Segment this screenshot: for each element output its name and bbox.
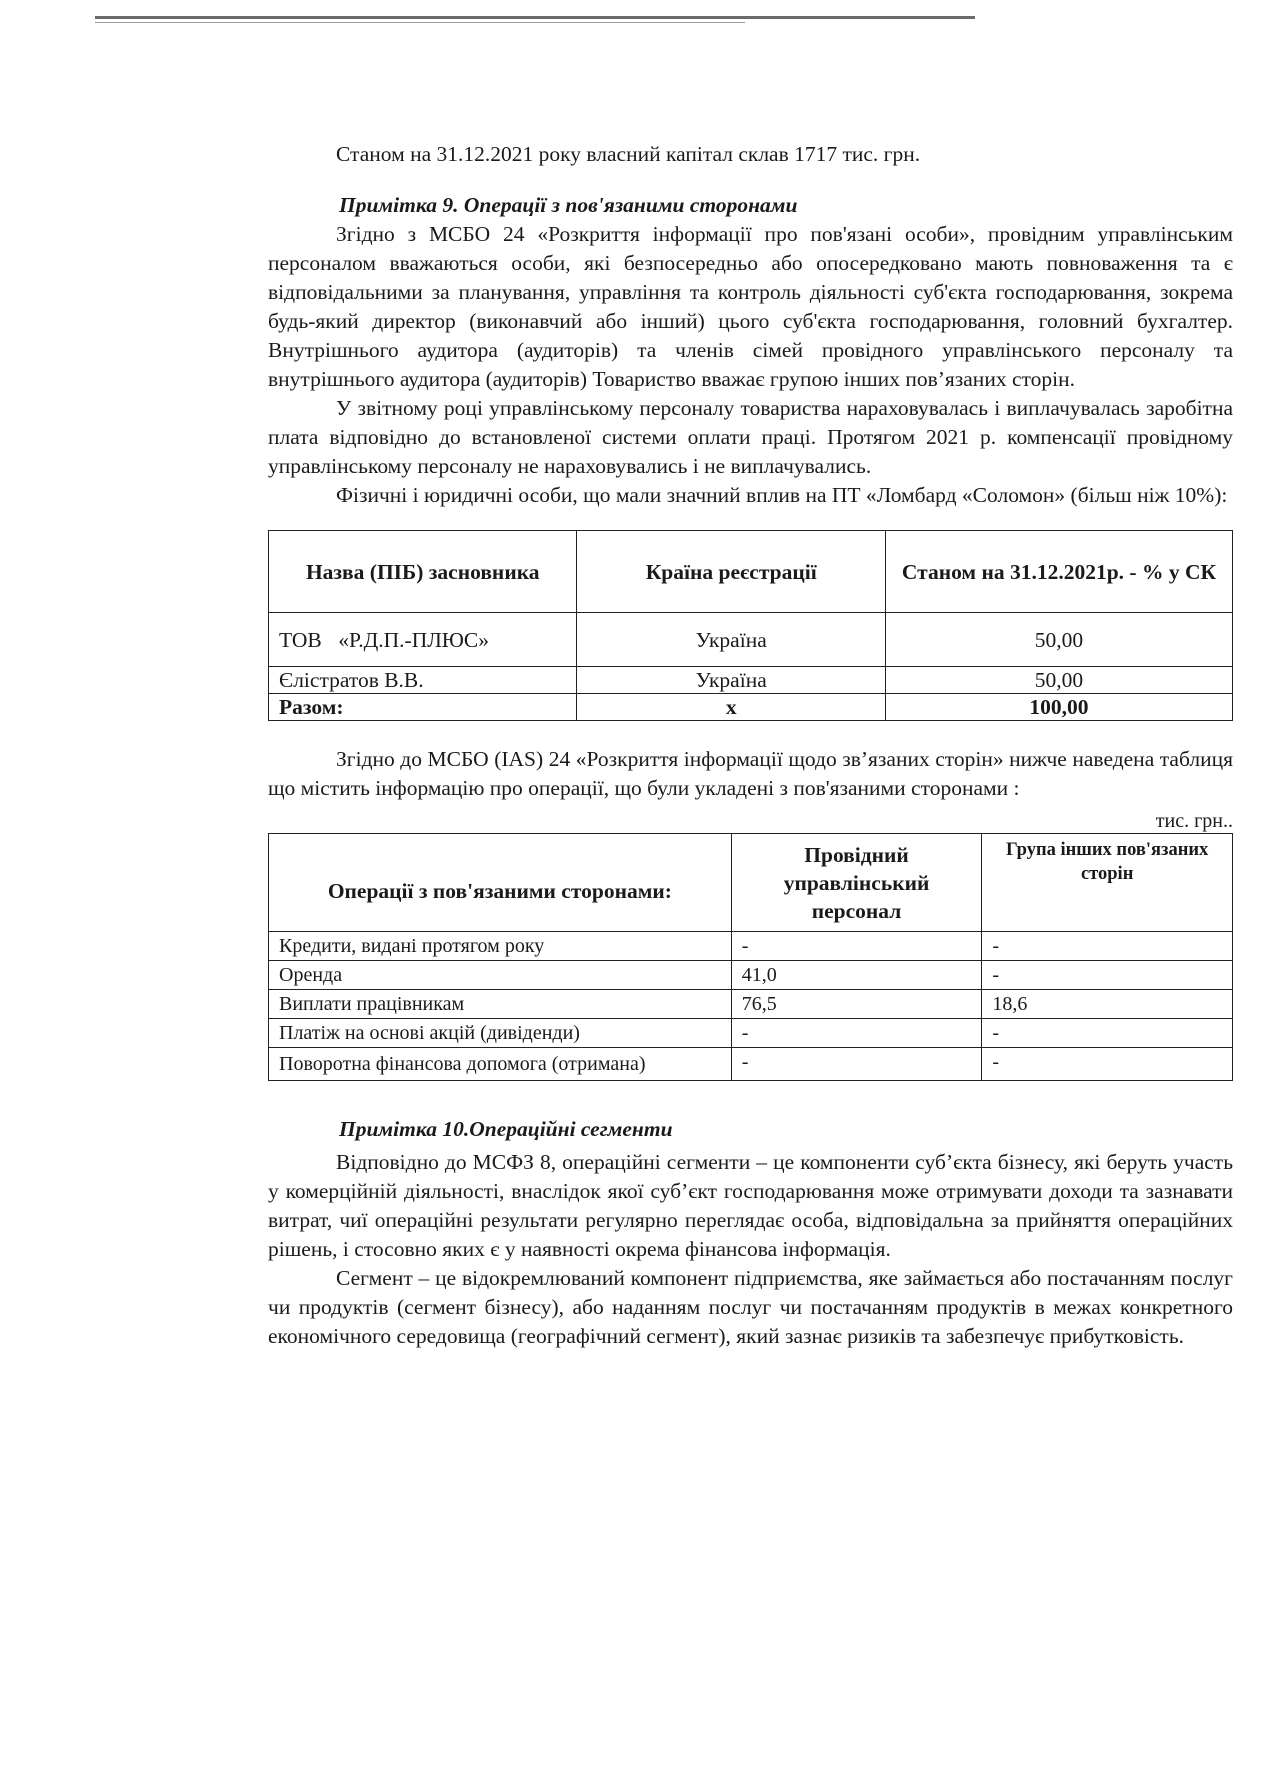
- owners-table: [268, 530, 1233, 721]
- equity-statement: Станом на 31.12.2021 року власний капітал склав 1717 тис. грн.: [336, 142, 921, 166]
- note-9-paragraph: Згідно з МСБО 24 «Розкриття інформації про пов'язані особи», провідним управлінським персоналом вважаються особи, які безпосередньо або опосередковано мають повноваження та є відповідальними за планування, управління та контроль діяльності суб'єкта господарювання, зокрема будь-який директор (виконавчий або інший) цього суб'єкта господарювання, головний бухгалтер. Внутрішнього аудитора (аудиторів) та членів сімей провідного управлінського персоналу та внутрішнього аудитора (аудиторів) Товариство вважає групою інших пов’язаних сторін.: [268, 222, 1233, 391]
- table-row: [269, 667, 1233, 694]
- column-header: [731, 834, 982, 932]
- operation-name-cell: [269, 1048, 732, 1081]
- key-management-value-cell: -: [731, 1019, 982, 1048]
- note-9-paragraph: Фізичні і юридичні особи, що мали значний вплив на ПТ «Ломбард «Соломон» (більш ніж 10%):: [336, 483, 1228, 507]
- total-share-cell: 100,00: [885, 694, 1232, 721]
- owner-name: ТОВ «Р.Д.П.-ПЛЮС»: [279, 627, 489, 652]
- table-row: [269, 990, 1233, 1019]
- note-9-paragraph: У звітному році управлінському персоналу товариства нараховувалась і виплачувалась заробітна плата відповідно до встановленої системи оплати праці. Протягом 2021 р. компенсації провідному управлінському персоналу не нараховувались і не виплачувались.: [268, 396, 1233, 478]
- owner-name-cell: [269, 613, 577, 667]
- note-9-heading: Примітка 9. Операції з пов'язаними сторонами: [339, 193, 798, 217]
- table-total-row: [269, 694, 1233, 721]
- other-related-value-cell: -: [982, 1019, 1233, 1048]
- key-management-value-cell: -: [731, 1048, 982, 1081]
- country-cell: Україна: [577, 667, 885, 694]
- note-10-heading: Примітка 10.Операційні сегменти: [339, 1117, 673, 1141]
- table-row: [269, 932, 1233, 961]
- column-header-text: Провідний управлінський персонал: [783, 842, 930, 923]
- table-row: [269, 613, 1233, 667]
- operation-name-cell: Кредити, видані протягом року: [269, 932, 732, 961]
- other-related-value-cell: -: [982, 961, 1233, 990]
- scan-artifact-line: [95, 22, 745, 23]
- scan-artifact-line: [95, 16, 975, 19]
- column-header: Назва (ПІБ) засновника: [269, 531, 577, 613]
- other-related-value-cell: 18,6: [982, 990, 1233, 1019]
- column-header-text: Група інших пов'язаних сторін: [1006, 840, 1209, 884]
- column-header-text: Операції з пов'язаними сторонами:: [327, 878, 672, 903]
- key-management-value-cell: 41,0: [731, 961, 982, 990]
- total-country-cell: х: [577, 694, 885, 721]
- operation-name: Поворотна фінансова допомога (отримана): [279, 1053, 646, 1075]
- other-related-value-cell: -: [982, 1048, 1233, 1081]
- share-cell: 50,00: [885, 613, 1232, 667]
- document-page: [268, 140, 1233, 1351]
- column-header: [269, 834, 732, 932]
- related-party-operations-table: [268, 833, 1233, 1081]
- table-row: [269, 1019, 1233, 1048]
- note-10-paragraph: Відповідно до МСФЗ 8, операційні сегменти – це компоненти суб’єкта бізнесу, які беруть участь у комерційній діяльності, внаслідок якої суб’єкт господарювання може отримувати доходи та зазнавати витрат, чиї операційні результати регулярно переглядає особа, відповідальна за прийняття операційних рішень, і стосовно яких є у наявності окрема фінансова інформація.: [268, 1150, 1233, 1261]
- key-management-value-cell: -: [731, 932, 982, 961]
- unit-label: тис. грн..: [1155, 810, 1233, 832]
- note-10-paragraph: Сегмент – це відокремлюваний компонент підприємства, яке займається або постачанням послуг чи продуктів (сегмент бізнесу), або наданням послуг чи постачанням продуктів в межах конкретного економічного середовища (географічний сегмент), який зазнає ризиків та забезпечує прибутковість.: [268, 1266, 1233, 1348]
- owner-name-cell: Єлістратов В.В.: [269, 667, 577, 694]
- table-row: [269, 961, 1233, 990]
- column-header: Станом на 31.12.2021р. - % у СК: [885, 531, 1232, 613]
- operation-name-cell: Платіж на основі акцій (дивіденди): [269, 1019, 732, 1048]
- operation-name-cell: Оренда: [269, 961, 732, 990]
- table-header-row: [269, 531, 1233, 613]
- operation-name-cell: Виплати працівникам: [269, 990, 732, 1019]
- other-related-value-cell: -: [982, 932, 1233, 961]
- key-management-value-cell: 76,5: [731, 990, 982, 1019]
- share-cell: 50,00: [885, 667, 1232, 694]
- table-header-row: [269, 834, 1233, 932]
- ias-24-paragraph: Згідно до МСБО (IAS) 24 «Розкриття інформації щодо зв’язаних сторін» нижче наведена таблиця що містить інформацію про операції, що були укладені з пов'язаними сторонами :: [268, 747, 1233, 800]
- column-header: Країна реєстрації: [577, 531, 885, 613]
- total-label-cell: Разом:: [269, 694, 577, 721]
- country-cell: Україна: [577, 613, 885, 667]
- table-row: [269, 1048, 1233, 1081]
- column-header: [982, 834, 1233, 932]
